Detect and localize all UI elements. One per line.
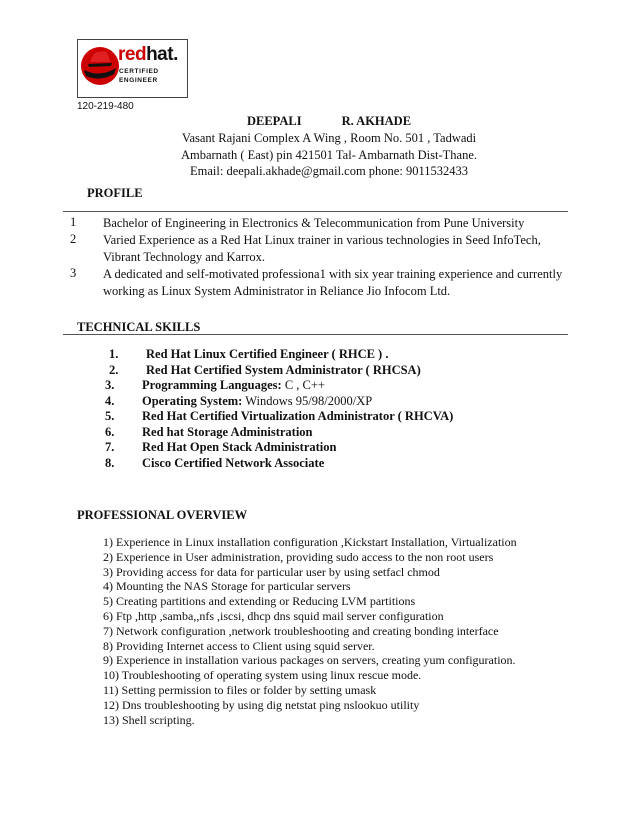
skill-name: Red Hat Certified System Administrator ( RHCSA) [146, 362, 421, 377]
overview-item: 2) Experience in User administration, providing sudo access to the non root users [103, 549, 494, 564]
redhat-certified-logo [77, 39, 188, 98]
skills-divider [63, 334, 568, 335]
skill-item [146, 347, 388, 362]
profile-heading: PROFILE [87, 186, 143, 200]
skill-name: Red Hat Linux Certified Engineer ( RHCE ) . [146, 347, 389, 361]
profile-item-text: Varied Experience as a Red Hat Linux trainer in various technologies in Seed InfoTech, [103, 233, 541, 247]
candidate-name: DEEPALI R. AKHADE [246, 114, 412, 128]
skill-item [142, 440, 336, 455]
skill-number: 4. [105, 393, 115, 408]
contact-line: Email: deepali.akhade@gmail.com phone: 9011532433 [190, 164, 468, 178]
shadowman-icon [78, 40, 122, 97]
overview-item: 10) Troubleshooting of operating system using linux rescue mode. [103, 668, 422, 683]
overview-item: 12) Dns troubleshooting by using dig netstat ping nslookuo utility [103, 697, 420, 712]
overview-heading: PROFESSIONAL OVERVIEW [77, 508, 248, 522]
skill-number: 6. [105, 424, 115, 439]
logo-brand: redhat. [118, 44, 178, 65]
skill-item [142, 425, 313, 440]
profile-item-text: Vibrant Technology and Karrox. [103, 250, 265, 264]
skill-item [142, 409, 453, 424]
overview-item: 8) Providing Internet access to Client using squid server. [103, 638, 375, 653]
skill-name: Red Hat Open Stack Administration [142, 440, 337, 454]
overview-item: 1) Experience in Linux installation configuration ,Kickstart Installation, Virtualization [103, 535, 517, 549]
overview-item: 13) Shell scripting. [103, 712, 195, 727]
profile-item-text: working as Linux System Administrator in Reliance Jio Infocom Ltd. [103, 284, 451, 298]
skill-number: 8. [105, 455, 115, 470]
address-line-1: Vasant Rajani Complex A Wing , Room No. 501 , Tadwadi [181, 131, 477, 145]
skill-item [146, 363, 421, 378]
skill-item [142, 378, 325, 393]
certificate-id: 120-219-480 [77, 101, 134, 112]
profile-item-text: A dedicated and self-motivated professiona1 with six year training experience and currently [103, 267, 563, 281]
skill-number: 5. [105, 409, 115, 423]
overview-item: 6) Ftp ,http ,samba,,nfs ,iscsi, dhcp dns squid mail server configuration [103, 609, 444, 623]
skill-name: Red Hat Certified Virtualization Administrator ( RHCVA) [142, 409, 454, 423]
profile-item-number: 2 [70, 232, 77, 246]
skill-detail: C , C++ [281, 378, 325, 392]
skill-number: 7. [105, 440, 115, 454]
skill-number: 1. [109, 347, 119, 361]
skill-detail: Windows 95/98/2000/XP [242, 393, 373, 408]
overview-item: 7) Network configuration ,network troubleshooting and creating bonding interface [103, 623, 499, 638]
overview-item: 5) Creating partitions and extending or Reducing LVM partitions [103, 594, 416, 609]
profile-divider [63, 211, 568, 212]
skill-name: Cisco Certified Network Associate [142, 455, 325, 470]
skill-item [142, 394, 372, 409]
skill-item [142, 456, 324, 471]
skill-number: 2. [109, 362, 119, 377]
skill-name: Operating System: [142, 393, 243, 408]
overview-item: 11) Setting permission to files or folder by setting umask [103, 683, 377, 697]
logo-engineer-text: ENGINEER [119, 77, 158, 84]
overview-item: 9) Experience in installation various packages on servers, creating yum configuration. [103, 653, 516, 668]
overview-item: 4) Mounting the NAS Storage for particular servers [103, 579, 351, 594]
skill-name: Red hat Storage Administration [142, 424, 313, 439]
profile-item-number: 3 [70, 266, 77, 280]
skills-heading: TECHNICAL SKILLS [77, 320, 201, 334]
skill-number: 3. [105, 378, 115, 392]
logo-certified-text: CERTIFIED [119, 68, 159, 75]
address-line-2: Ambarnath ( East) pin 421501 Tal- Ambarnath Dist-Thane. [180, 148, 478, 162]
skill-name: Programming Languages: [142, 378, 282, 392]
overview-item: 3) Providing access for data for particular user by using setfacl chmod [103, 564, 440, 579]
profile-item-number: 1 [70, 215, 77, 229]
profile-item-text: Bachelor of Engineering in Electronics & Telecommunication from Pune University [103, 216, 525, 230]
